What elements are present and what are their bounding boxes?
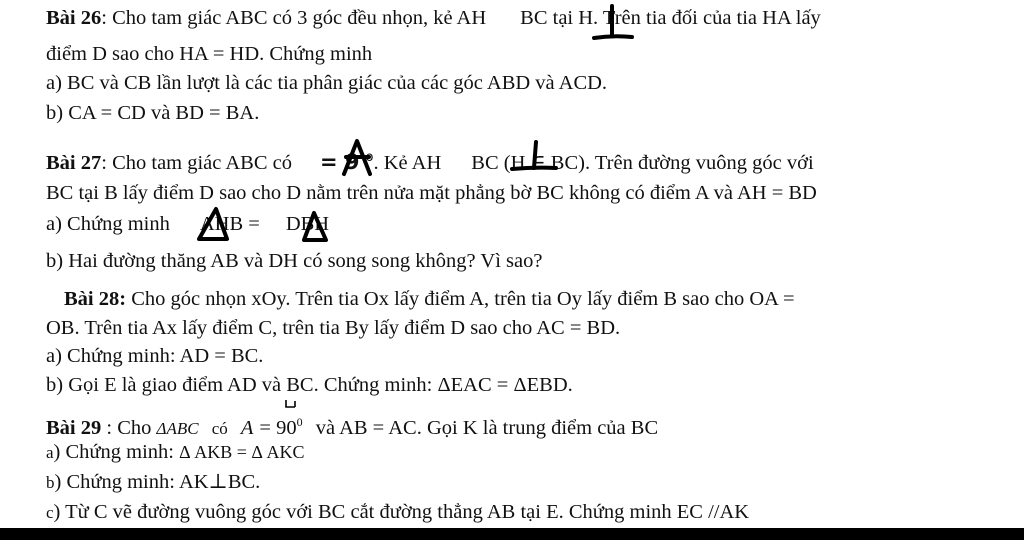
ex29-title: Bài 29: [46, 416, 102, 439]
ex29-angle-value: = 90: [259, 416, 297, 439]
ex29-part-c: [46, 500, 749, 525]
angle-hat-icon: [284, 398, 298, 412]
handwritten-perpendicular-icon-2: [508, 140, 558, 174]
handwritten-triangle-icon-2: [300, 210, 330, 242]
ex27-title: Bài 27: [46, 151, 102, 174]
ex27-line1-a: : Cho tam giác ABC có: [101, 151, 292, 174]
ex26-part-a: a) BC và CB lần lượt là các tia phân giác của các góc ABD và ACD.: [46, 72, 608, 94]
ex29-part-c-text: ) Từ C vẽ đường vuông góc với BC cắt đường thẳng AB tại E. Chứng minh EC //AK: [53, 501, 750, 523]
ex29-part-a-expr: Δ AKB = Δ AKC: [179, 442, 305, 462]
ex27-part-a-end: DBH: [285, 213, 330, 235]
ex29-part-a-label: a: [46, 443, 54, 462]
ex29-part-b-text: ) Chứng minh: AK⊥BC.: [54, 471, 261, 493]
ex29-part-b-label: b: [46, 473, 55, 492]
ex28-line1-text: Cho góc nhọn xOy. Trên tia Ox lấy điểm A, trên tia Oy lấy điểm B sao cho OA =: [126, 288, 795, 310]
ex27-part-a-mid: AHB =: [199, 213, 260, 235]
ex27-part-a-prefix: a) Chứng minh: [46, 213, 170, 235]
ex28-part-a: a) Chứng minh: AD = BC.: [46, 345, 264, 367]
ex29-co: có: [211, 418, 228, 438]
ex27-line2: BC tại B lấy điểm D sao cho D nằm trên nửa mặt phẳng bờ BC không có điểm A và AH = BD: [46, 182, 817, 204]
ex27-line1: [46, 146, 814, 175]
ex29-angle-letter: A: [240, 416, 254, 439]
ex29-colon-cho: : Cho: [101, 416, 152, 439]
ex29-angle-deg: 0: [296, 415, 303, 429]
ex29-part-b: [46, 470, 260, 495]
bottom-black-bar: [0, 528, 1024, 540]
ex29-line1-rest: và AB = AC. Gọi K là trung điểm của BC: [315, 416, 659, 439]
ex26-line2: điểm D sao cho HA = HD. Chứng minh: [46, 43, 373, 65]
ex26-title: Bài 26: [46, 7, 102, 29]
ex28-line1: [64, 287, 795, 311]
ex26-part-b: b) CA = CD và BD = BA.: [46, 102, 260, 124]
ex29-line1: [46, 410, 658, 441]
ex27-part-b: b) Hai đường thăng AB và DH có song song không? Vì sao?: [46, 250, 543, 272]
handwritten-perpendicular-icon: [588, 4, 638, 44]
ex26-line1: [46, 6, 821, 30]
ex27-degree: o: [365, 150, 374, 165]
ex27-hand-angle: = 9: [320, 149, 360, 174]
ex28-part-b: b) Gọi E là giao điểm AD và BC. Chứng minh: ΔEAC = ΔEBD.: [46, 374, 573, 396]
handwritten-angle-A-icon: [340, 138, 374, 178]
ex29-triangle: ΔABC: [156, 418, 199, 438]
ex26-line1-b: BC tại H. Trên tia đối của tia HA lấy: [520, 7, 821, 29]
ex29-part-c-label: c: [46, 503, 54, 522]
ex28-line2: OB. Trên tia Ax lấy điểm C, trên tia By lấy điểm D sao cho AC = BD.: [46, 317, 621, 339]
ex29-part-a: [46, 440, 304, 465]
ex27-part-a: [46, 212, 329, 236]
handwritten-triangle-icon: [196, 206, 232, 242]
ex26-line1-a: : Cho tam giác ABC có 3 góc đều nhọn, kẻ AH: [101, 7, 487, 29]
ex27-line1-b: . Kẻ AH: [373, 151, 442, 174]
ex28-title: Bài 28:: [64, 288, 127, 310]
ex27-line1-c: BC (H ∈ BC). Trên đường vuông góc với: [471, 151, 814, 174]
ex29-part-a-text: ) Chứng minh:: [53, 441, 180, 463]
